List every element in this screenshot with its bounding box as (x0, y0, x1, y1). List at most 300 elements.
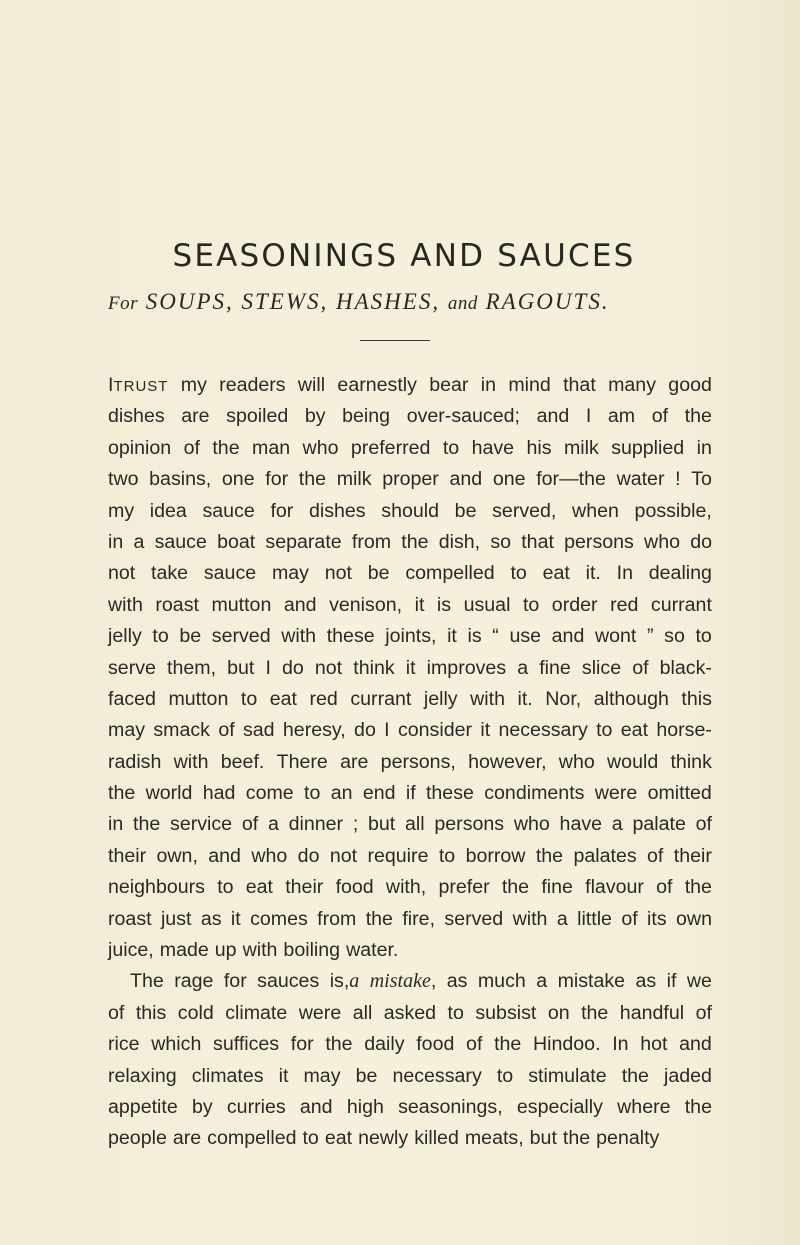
word: to (152, 625, 169, 648)
word: the (684, 1095, 712, 1118)
word: to (447, 1001, 464, 1024)
word: think (353, 656, 395, 679)
word: a (611, 813, 623, 836)
word: meats, (464, 1127, 524, 1150)
word: service (170, 813, 233, 836)
word: these (326, 625, 375, 648)
word: radish (108, 750, 162, 773)
word: for—the (536, 468, 606, 491)
word: their (108, 844, 147, 867)
word: will (297, 374, 326, 396)
word: dishes (108, 405, 165, 428)
word: is (467, 625, 482, 648)
word: and (208, 844, 241, 867)
word: in (696, 436, 712, 459)
word: compelled (405, 562, 495, 585)
word: ” (647, 625, 654, 648)
word: have (471, 436, 515, 459)
word: however, (468, 750, 547, 773)
word: come (245, 782, 294, 805)
word: fine (541, 876, 573, 899)
word: who (558, 750, 595, 773)
word: which (151, 1033, 202, 1056)
word: the (108, 782, 136, 805)
word: of (108, 1001, 125, 1024)
word: were (298, 1001, 342, 1024)
word: the (494, 1033, 522, 1056)
word: necessary (498, 719, 588, 742)
word: as (200, 907, 222, 930)
word: by (191, 1095, 213, 1118)
word: their (673, 844, 712, 867)
word: be (367, 562, 390, 585)
word: ; (352, 813, 359, 836)
word: of (651, 405, 669, 428)
word: to (695, 625, 712, 648)
word: a (133, 530, 145, 553)
subtitle-and: and (447, 293, 478, 314)
word: served (444, 907, 504, 930)
word: and (449, 468, 483, 491)
text-line (108, 590, 712, 621)
word: subsist (475, 1001, 537, 1024)
word: compelled (207, 1127, 297, 1150)
word: dishes (308, 499, 366, 522)
word: but (227, 656, 255, 679)
word: neighbours (108, 876, 205, 899)
word: have (559, 813, 603, 836)
word: although (593, 687, 669, 710)
word: as (446, 970, 468, 993)
word: seasonings, (398, 1095, 503, 1118)
word: faced (108, 687, 156, 710)
word: venison, (329, 593, 403, 616)
word: am (607, 405, 636, 428)
word: the (501, 876, 530, 899)
text-line (108, 1092, 712, 1123)
word: jelly (108, 625, 142, 648)
word: of (695, 1001, 712, 1024)
word: palate (632, 813, 686, 836)
word: condiments (484, 782, 585, 805)
word: wont (594, 625, 637, 648)
word: little (577, 907, 612, 930)
word: of (695, 813, 712, 836)
word: may (271, 562, 309, 585)
text-line (108, 747, 712, 778)
chapter-subtitle (108, 289, 708, 315)
word: of (241, 813, 259, 836)
word: it (405, 656, 416, 679)
word: it (230, 907, 241, 930)
word: water. (346, 939, 399, 962)
word: food (416, 1033, 455, 1056)
word: daily (364, 1033, 405, 1056)
word: possible, (634, 499, 712, 522)
text-line (108, 433, 712, 464)
word: my (180, 374, 207, 396)
word: for (270, 499, 294, 522)
word: climate (225, 1001, 288, 1024)
word: ITRUST (108, 374, 169, 396)
word: may (303, 1064, 341, 1087)
word: to (510, 562, 527, 585)
word: horse- (656, 719, 712, 742)
word: who (251, 844, 288, 867)
word: To (691, 468, 712, 491)
word: are (181, 405, 210, 428)
word: where (617, 1095, 671, 1118)
word: dealing (648, 562, 712, 585)
word: juice, (108, 939, 154, 962)
word: for (290, 1033, 314, 1056)
word: but (368, 813, 396, 836)
word: currant (650, 593, 712, 616)
word: is (436, 593, 452, 616)
word: it (447, 625, 457, 648)
word: milk (336, 468, 372, 491)
text-line (108, 370, 712, 401)
word: being (342, 405, 391, 428)
text-line (108, 1123, 712, 1154)
word: his (526, 436, 552, 459)
word: not (329, 844, 358, 867)
word: man (252, 436, 291, 459)
word: a (517, 656, 529, 679)
word: the (581, 1001, 609, 1024)
subtitle-end: RAGOUTS. (485, 289, 610, 314)
word: all (405, 813, 425, 836)
word: a (267, 813, 279, 836)
word: to (596, 719, 613, 742)
word: are (172, 1127, 202, 1150)
word: served (211, 625, 271, 648)
word: joints, (385, 625, 437, 648)
word: who (644, 530, 680, 553)
word: proper (382, 468, 439, 491)
word: be (355, 1064, 378, 1087)
word: made (159, 939, 209, 962)
word: I (265, 656, 271, 679)
word: if (405, 782, 416, 805)
subtitle-main: SOUPS, STEWS, HASHES, (145, 289, 441, 314)
word: consider (397, 719, 473, 742)
chapter-title: SEASONINGS AND SAUCES (172, 238, 636, 274)
word: from (351, 530, 392, 553)
word: on (547, 1001, 570, 1024)
word: curries (226, 1095, 286, 1118)
word: mistake, (369, 970, 437, 993)
word: hot (640, 1033, 668, 1056)
word: with (470, 687, 505, 710)
word: and (299, 1095, 333, 1118)
word: not (314, 656, 343, 679)
word: an (330, 782, 353, 805)
text-line (108, 496, 712, 527)
word: palates (573, 844, 637, 867)
word: use (509, 625, 542, 648)
word: in (108, 813, 124, 836)
word: to (240, 687, 258, 710)
word: the (535, 844, 564, 867)
word: may (108, 719, 146, 742)
word: so (490, 530, 512, 553)
word: world (145, 782, 193, 805)
word: just (160, 907, 192, 930)
word: with (512, 907, 548, 930)
word: but (529, 1127, 557, 1150)
word: eat (620, 719, 649, 742)
word: flavour (585, 876, 644, 899)
text-line (108, 621, 712, 652)
word: not (108, 562, 136, 585)
word: of (466, 1033, 483, 1056)
word: mind (508, 374, 551, 396)
word: red (610, 593, 639, 616)
word: roast (155, 593, 199, 616)
word: when (572, 499, 619, 522)
word: readers (219, 374, 286, 396)
word: it (480, 719, 491, 742)
text-line (108, 1029, 712, 1060)
word: be (454, 499, 477, 522)
word: from (317, 907, 357, 930)
word: There (276, 750, 328, 773)
word: of (647, 844, 664, 867)
word: this (135, 1001, 167, 1024)
word: up (214, 939, 237, 962)
word: killed (414, 1127, 459, 1150)
word: were (594, 782, 638, 805)
word: In (616, 562, 633, 585)
word: slice (581, 656, 622, 679)
word: to (302, 1127, 319, 1150)
word: sauce (203, 562, 257, 585)
word: of (621, 907, 638, 930)
word: one (492, 468, 526, 491)
word: idea (149, 499, 187, 522)
word: with (281, 625, 317, 648)
word: Hindoo. (532, 1033, 601, 1056)
word: Nor, (545, 687, 582, 710)
text-line (108, 998, 712, 1029)
word: sauces (257, 970, 320, 993)
text-line (108, 1061, 712, 1092)
word: by (304, 405, 326, 428)
subtitle-for: For (108, 293, 138, 314)
word: take (151, 562, 189, 585)
word: earnestly (337, 374, 417, 396)
word: it (414, 593, 425, 616)
word: its (647, 907, 667, 930)
word: the (298, 468, 327, 491)
word: The (130, 970, 164, 993)
word: with (173, 750, 209, 773)
word: think (670, 750, 712, 773)
word: prefer (438, 876, 490, 899)
word: it. (517, 687, 533, 710)
word: improves (426, 656, 507, 679)
word: do (297, 844, 320, 867)
word: my (108, 499, 135, 522)
word: of (656, 876, 673, 899)
word: dish, (438, 530, 481, 553)
word: who (302, 436, 339, 459)
word: to (217, 876, 234, 899)
word: of (632, 656, 649, 679)
word: much (477, 970, 526, 993)
word: it. (585, 562, 601, 585)
word: red (309, 687, 338, 710)
word: jaded (664, 1064, 712, 1087)
word: had (202, 782, 236, 805)
word: spoiled (226, 405, 289, 428)
word: “ (492, 625, 499, 648)
word: opinion (108, 436, 172, 459)
word: mutton (168, 687, 229, 710)
word: and (679, 1033, 712, 1056)
word: persons (434, 813, 505, 836)
word: necessary (392, 1064, 482, 1087)
word: newly (358, 1127, 409, 1150)
word: stimulate (528, 1064, 607, 1087)
word: the (684, 876, 712, 899)
word: the (133, 813, 161, 836)
word: borrow (465, 844, 526, 867)
word: sauce (202, 499, 255, 522)
word: own (676, 907, 712, 930)
word: them, (167, 656, 217, 679)
section-divider (360, 340, 430, 341)
word: eat (269, 687, 297, 710)
word: high (346, 1095, 384, 1118)
word: the (325, 1033, 353, 1056)
word: with (242, 939, 278, 962)
word: serve (108, 656, 156, 679)
word: would (607, 750, 659, 773)
word: boat (217, 530, 256, 553)
word: basins, (149, 468, 212, 491)
word: one (221, 468, 255, 491)
word: it (278, 1064, 289, 1087)
word: served, (492, 499, 557, 522)
word: roast (108, 907, 152, 930)
word: the (401, 530, 429, 553)
word: sad (242, 719, 275, 742)
word: that (563, 374, 596, 396)
word: appetite (108, 1095, 178, 1118)
word: mutton (211, 593, 272, 616)
word: own, (156, 844, 198, 867)
word: heresy, (282, 719, 346, 742)
word: all (352, 1001, 373, 1024)
word: penalty (596, 1127, 660, 1150)
word: to (438, 844, 456, 867)
word: do (354, 719, 376, 742)
text-line (108, 684, 712, 715)
word: sauce (154, 530, 207, 553)
word: supplied (611, 436, 685, 459)
text-line (108, 966, 712, 997)
word: do (690, 530, 712, 553)
text-line (108, 401, 712, 432)
word: who (513, 813, 550, 836)
word: that (521, 530, 554, 553)
word: beef. (220, 750, 265, 773)
word: and (551, 625, 585, 648)
word: the (562, 1127, 591, 1150)
word: as (635, 970, 657, 993)
word: eat (542, 562, 570, 585)
word: jelly (423, 687, 458, 710)
text-line (108, 935, 712, 966)
word: for (265, 468, 289, 491)
word: for (223, 970, 247, 993)
word: I (384, 719, 390, 742)
word: of (183, 436, 200, 459)
word: bear (429, 374, 469, 396)
word: boiling (283, 939, 341, 962)
word: their (285, 876, 324, 899)
word: these (425, 782, 474, 805)
word: good (668, 374, 712, 396)
word: to (496, 1064, 514, 1087)
word: fine (539, 656, 571, 679)
word: comes (250, 907, 308, 930)
text-line (108, 653, 712, 684)
word: climates (191, 1064, 264, 1087)
word: rage (174, 970, 214, 993)
word: persons, (380, 750, 456, 773)
word: water (616, 468, 665, 491)
word: and (536, 405, 570, 428)
word: be (179, 625, 202, 648)
word: smack (153, 719, 210, 742)
text-line (108, 809, 712, 840)
word: with, (385, 876, 427, 899)
word: mistake (557, 970, 626, 993)
word: require (367, 844, 429, 867)
word: the (365, 907, 393, 930)
word: fire, (402, 907, 436, 930)
word: handful (619, 1001, 685, 1024)
word: In (612, 1033, 629, 1056)
body-text (108, 370, 712, 1155)
word: order (551, 593, 598, 616)
text-line (108, 778, 712, 809)
word: many (608, 374, 656, 396)
text-line (108, 841, 712, 872)
word: the (621, 1064, 649, 1087)
word: omitted (647, 782, 712, 805)
text-line (108, 527, 712, 558)
word: cold (177, 1001, 214, 1024)
word: rice (108, 1033, 140, 1056)
text-line (108, 904, 712, 935)
word: the (684, 405, 712, 428)
word: with (108, 593, 143, 616)
text-line (108, 715, 712, 746)
word: people (108, 1127, 167, 1150)
word: we (686, 970, 712, 993)
word: especially (516, 1095, 603, 1118)
word: currant (350, 687, 412, 710)
word: in (108, 530, 124, 553)
word: is,a (329, 970, 360, 993)
word: relaxing (108, 1064, 177, 1087)
word: two (108, 468, 139, 491)
word: to (522, 593, 540, 616)
